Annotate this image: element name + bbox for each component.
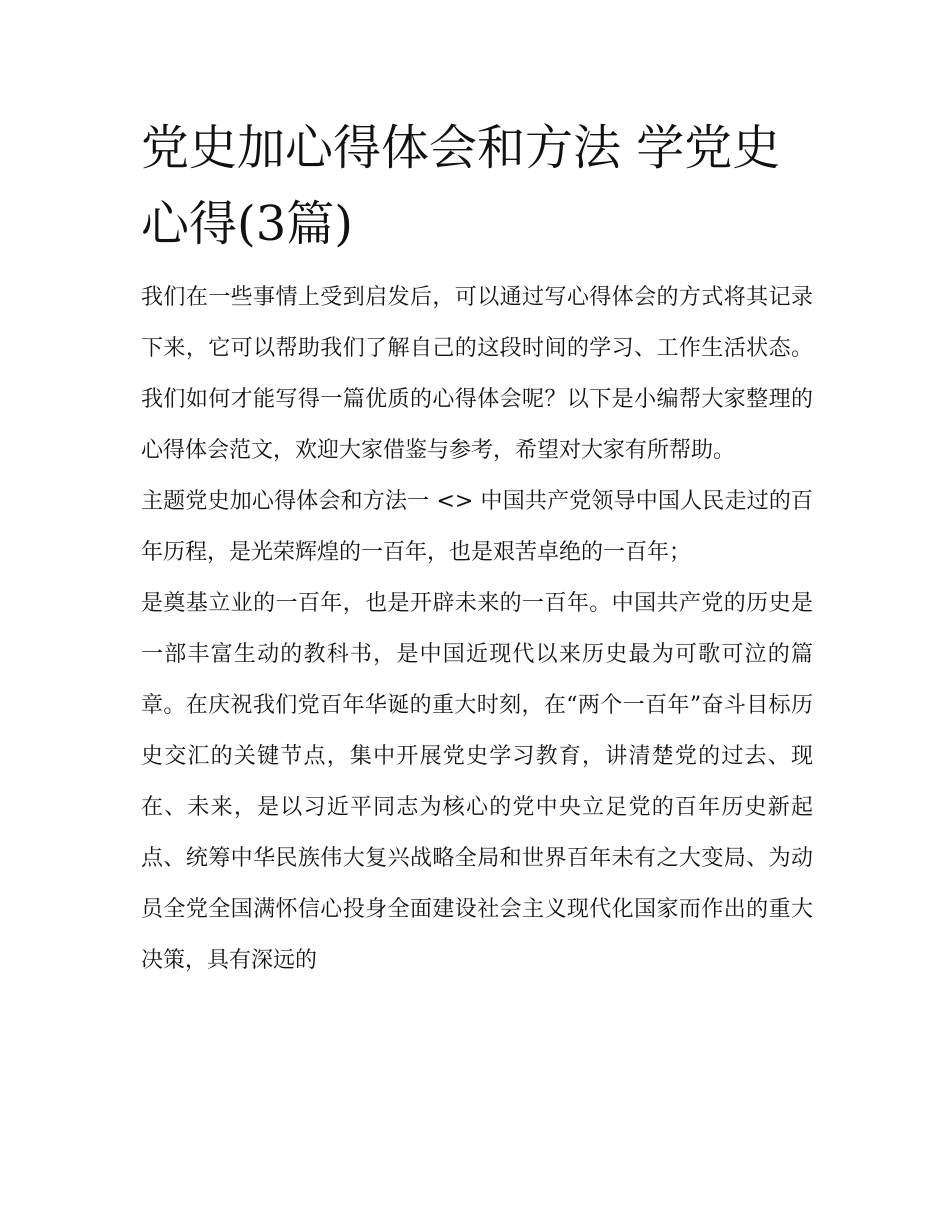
document-page [141,110,813,986]
document-title: 党史加心得体会和方法 学党史心得(3篇) [141,120,781,252]
paragraph-topic-one: 主题党史加心得体会和方法一 <> 中国共产党领导中国人民走过的百年历程，是光荣辉煌的一百年，也是艰苦卓绝的一百年； [141,489,813,565]
paragraph-body: 是奠基立业的一百年，也是开辟未来的一百年。中国共产党的历史是一部丰富生动的教科书，是中国近现代以来历史最为可歌可泣的篇章。在庆祝我们党百年华诞的重大时刻，在“两个一百年”奋斗目标历史交汇的关键节点，集中开展党史学习教育，讲清楚党的过去、现在、未来，是以习近平同志为核心的党中央立足党的百年历史新起点、统筹中华民族伟大复兴战略全局和世界百年未有之大变局、为动员全党全国满怀信心投身全面建设社会主义现代化国家而作出的重大决策，具有深远的 [141,591,813,973]
paragraph-intro: 我们在一些事情上受到启发后，可以通过写心得体会的方式将其记录下来，它可以帮助我们了解自己的这段时间的学习、工作生活状态。我们如何才能写得一篇优质的心得体会呢？以下是小编帮大家整理的心得体会范文，欢迎大家借鉴与参考，希望对大家有所帮助。 [141,285,813,463]
